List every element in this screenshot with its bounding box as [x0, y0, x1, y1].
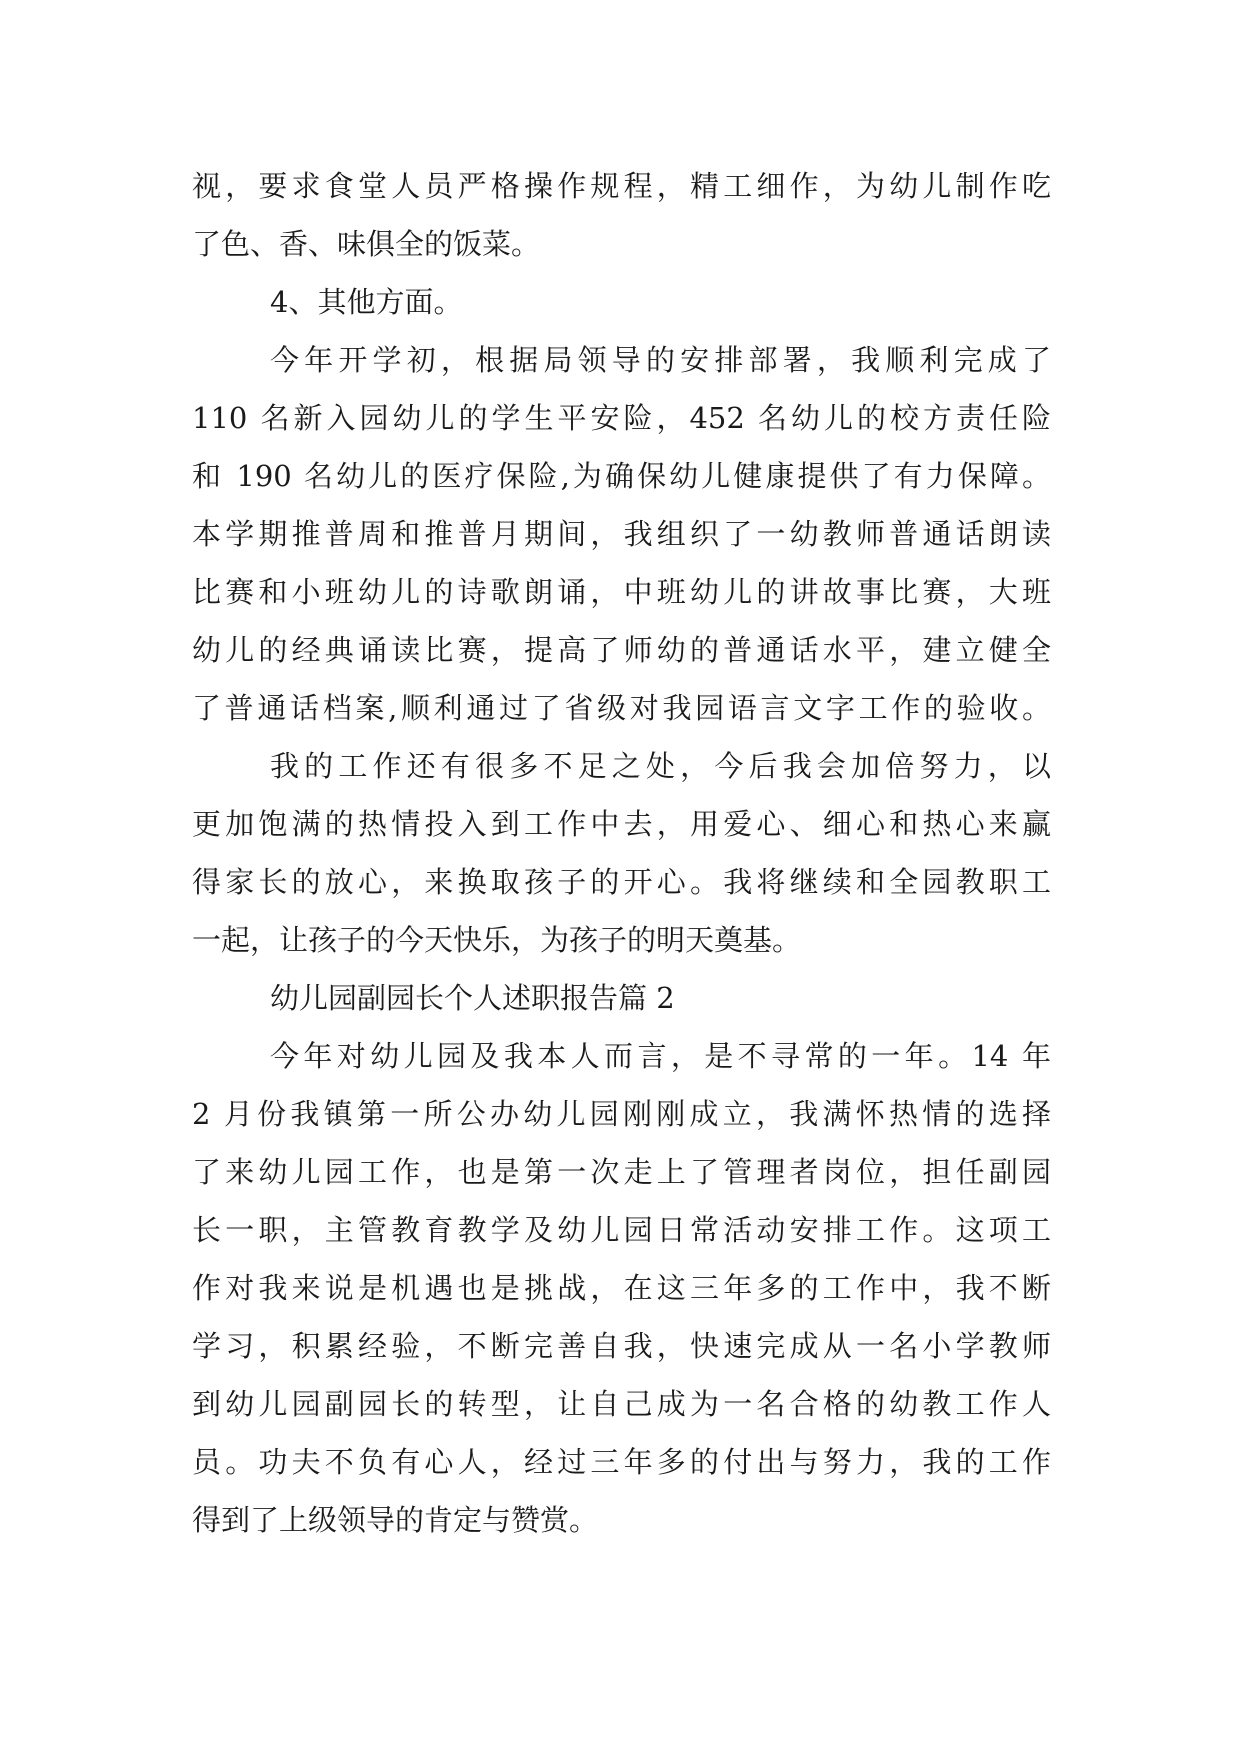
text-line: 视，要求食堂人员严格操作规程，精工细作，为幼儿制作吃	[192, 169, 1051, 203]
text-line: 今年开学初，根据局领导的安排部署，我顺利完成了	[270, 343, 1051, 377]
text-line: 2 月份我镇第一所公办幼儿园刚刚成立，我满怀热情的选择	[192, 1097, 1051, 1131]
text-line: 作对我来说是机遇也是挑战，在这三年多的工作中，我不断	[192, 1271, 1051, 1305]
text-line: 一起，让孩子的今天快乐，为孩子的明天奠基。	[192, 923, 802, 957]
text-line: 长一职，主管教育教学及幼儿园日常活动安排工作。这项工	[192, 1213, 1051, 1247]
text-line: 幼儿的经典诵读比赛，提高了师幼的普通话水平，建立健全	[192, 633, 1051, 667]
text-line: 得到了上级领导的肯定与赞赏。	[192, 1503, 599, 1537]
text-line: 了来幼儿园工作，也是第一次走上了管理者岗位，担任副园	[192, 1155, 1051, 1189]
text-line: 得家长的放心，来换取孩子的开心。我将继续和全园教职工	[192, 865, 1051, 899]
text-line: 今年对幼儿园及我本人而言，是不寻常的一年。14 年	[270, 1039, 1051, 1073]
text-line: 更加饱满的热情投入到工作中去，用爱心、细心和热心来赢	[192, 807, 1051, 841]
text-line: 我的工作还有很多不足之处，今后我会加倍努力，以	[270, 749, 1051, 783]
text-line: 本学期推普周和推普月期间，我组织了一幼教师普通话朗读	[192, 517, 1051, 551]
section-heading: 4、其他方面。	[270, 285, 463, 319]
text-line: 了普通话档案,顺利通过了省级对我园语言文字工作的验收。	[192, 691, 1051, 725]
text-line: 比赛和小班幼儿的诗歌朗诵，中班幼儿的讲故事比赛，大班	[192, 575, 1051, 609]
text-line: 和 190 名幼儿的医疗保险,为确保幼儿健康提供了有力保障。	[192, 459, 1051, 493]
text-line: 110 名新入园幼儿的学生平安险，452 名幼儿的校方责任险	[192, 401, 1051, 435]
text-line: 了色、香、味俱全的饭菜。	[192, 227, 541, 261]
text-line: 到幼儿园副园长的转型，让自己成为一名合格的幼教工作人	[192, 1387, 1051, 1421]
section-heading: 幼儿园副园长个人述职报告篇 2	[270, 981, 675, 1015]
text-line: 学习，积累经验，不断完善自我，快速完成从一名小学教师	[192, 1329, 1051, 1363]
text-line: 员。功夫不负有心人，经过三年多的付出与努力，我的工作	[192, 1445, 1051, 1479]
